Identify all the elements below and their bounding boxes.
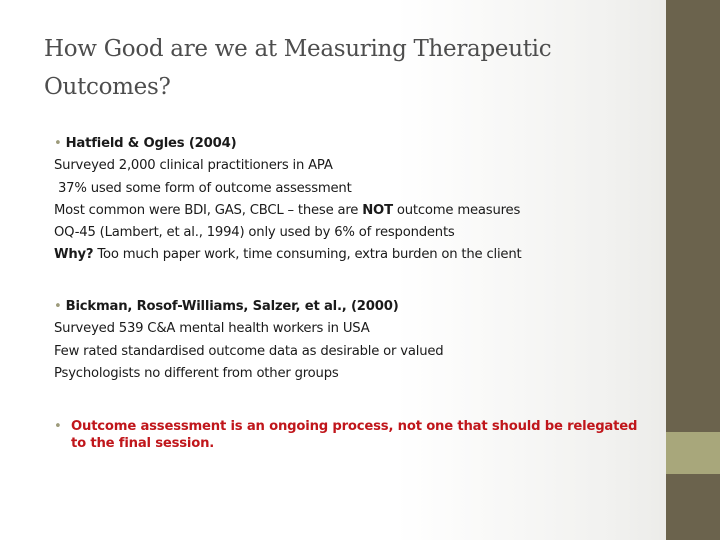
section1-line-5 xyxy=(54,244,654,266)
section-bickman xyxy=(54,296,654,385)
conclusion-text: Outcome assessment is an ongoing process, not one that should be relegated to the final session. xyxy=(71,419,638,451)
page-title: How Good are we at Measuring Therapeutic Outcomes? xyxy=(44,36,552,100)
section2-line-1: Surveyed 539 C&A mental health workers in USA xyxy=(54,321,370,337)
section2-line-2: Few rated standardised outcome data as desirable or valued xyxy=(54,343,444,359)
section2-heading: Bickman, Rosof-Williams, Salzer, et al., (2000) xyxy=(65,299,399,314)
bullet-icon: • xyxy=(54,299,62,314)
conclusion-bullet xyxy=(54,418,644,452)
sidebar-accent-light xyxy=(666,432,720,474)
section1-line-1: Surveyed 2,000 clinical practitioners in APA xyxy=(54,158,333,174)
section1-line-3-end: outcome measures xyxy=(392,202,521,218)
section-conclusion xyxy=(54,418,644,452)
section1-line-3-emphasis: NOT xyxy=(362,202,393,218)
section1-line-4: OQ-45 (Lambert, et al., 1994) only used by 6% of respondents xyxy=(54,225,455,241)
bullet-icon: • xyxy=(54,136,62,151)
bullet-icon: • xyxy=(54,419,62,434)
section1-line-3 xyxy=(54,200,654,222)
section2-line-3: Psychologists no different from other groups xyxy=(54,365,339,381)
section-hatfield-ogles xyxy=(54,133,654,267)
section1-line-5-question: Why? xyxy=(54,247,94,263)
section1-line-2: 37% used some form of outcome assessment xyxy=(54,180,352,196)
section1-line-5-text: Too much paper work, time consuming, extra burden on the client xyxy=(93,247,522,263)
section1-heading-line xyxy=(54,133,654,155)
section1-line-3-text: Most common were BDI, GAS, CBCL – these are xyxy=(54,202,363,218)
section1-heading: Hatfield & Ogles (2004) xyxy=(65,136,237,151)
section2-heading-line xyxy=(54,296,654,318)
